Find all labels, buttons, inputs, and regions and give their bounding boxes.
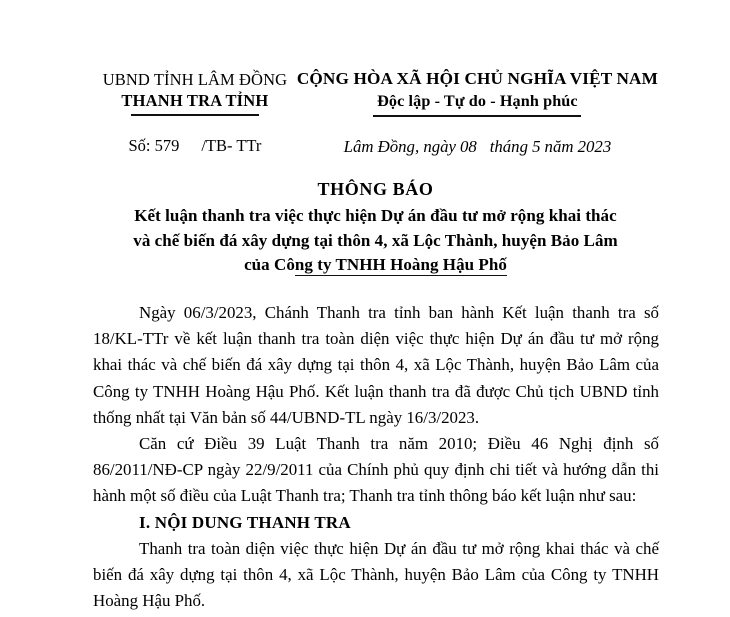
document-header [93, 68, 658, 157]
issue-day: 08 [459, 136, 477, 156]
document-number [93, 135, 297, 156]
issue-month: tháng 5 [489, 136, 541, 156]
body-paragraph-1: Ngày 06/3/2023, Chánh Thanh tra tỉnh ban hành Kết luận thanh tra số 18/KL-TTr về kết luận thanh tra toàn diện việc thực hiện Dự án đầu tư mở rộng khai thác và chế biến đá xây dựng tại thôn 4, xã Lộc Thành, huyện Bảo Lâm của Công ty TNHH Hoàng Hậu Phố. Kết luận thanh tra đã được Chủ tịch UBND tỉnh thống nhất tại Văn bản số 44/UBND-TL ngày 16/3/2023. [93, 303, 659, 427]
document-type-title: THÔNG BÁO [317, 179, 434, 199]
document-subject-company-underlined: ng ty TNHH Hoàng Hậu Phố [294, 255, 507, 274]
document-subject-line-3 [93, 253, 658, 278]
issuing-agency-block [93, 68, 297, 156]
document-number-label: Số: 579 [128, 135, 180, 155]
document-subject-company [244, 253, 507, 278]
nation-name: CỘNG HÒA XÃ HỘI CHỦ NGHĨA VIỆT NAM [296, 69, 658, 88]
parent-agency-name: UBND TỈNH LÂM ĐỒNG [102, 70, 288, 89]
section-heading-1: I. NỘI DUNG THANH TRA [139, 512, 351, 532]
national-motto: Độc lập - Tự do - Hạnh phúc [377, 92, 578, 110]
document-subject-line-1: Kết luận thanh tra việc thực hiện Dự án đầu tư mở rộng khai thác [134, 206, 617, 225]
agency-name: THANH TRA TỈNH [121, 91, 269, 110]
document-body [93, 300, 659, 614]
agency-underline-rule [131, 114, 259, 116]
issue-year: năm 2023 [544, 136, 612, 156]
document-title-block [93, 176, 658, 278]
document-subject-company-prefix: của Cô [244, 255, 295, 274]
national-heading-block [297, 68, 658, 157]
issue-place: Lâm Đồng, ngày [343, 136, 456, 156]
motto-underline-rule [373, 115, 581, 117]
document-number-suffix: /TB- TTr [201, 135, 262, 155]
document-subject-line-2: và chế biến đá xây dựng tại thôn 4, xã Lộc Thành, huyện Bảo Lâm [133, 230, 618, 250]
body-paragraph-3: Thanh tra toàn diện việc thực hiện Dự án đầu tư mở rộng khai thác và chế biến đá xây dựng tại thôn 4, xã Lộc Thành, huyện Bảo Lâm của Công ty TNHH Hoàng Hậu Phố. [93, 538, 659, 611]
body-paragraph-2: Căn cứ Điều 39 Luật Thanh tra năm 2010; Điều 46 Nghị định số 86/2011/NĐ-CP ngày 22/9/2011 của Chính phủ quy định chi tiết và hướng dẫn thi hành một số điều của Luật Thanh tra; Thanh tra tỉnh thông báo kết luận như sau: [93, 434, 659, 506]
place-and-date [297, 136, 658, 157]
